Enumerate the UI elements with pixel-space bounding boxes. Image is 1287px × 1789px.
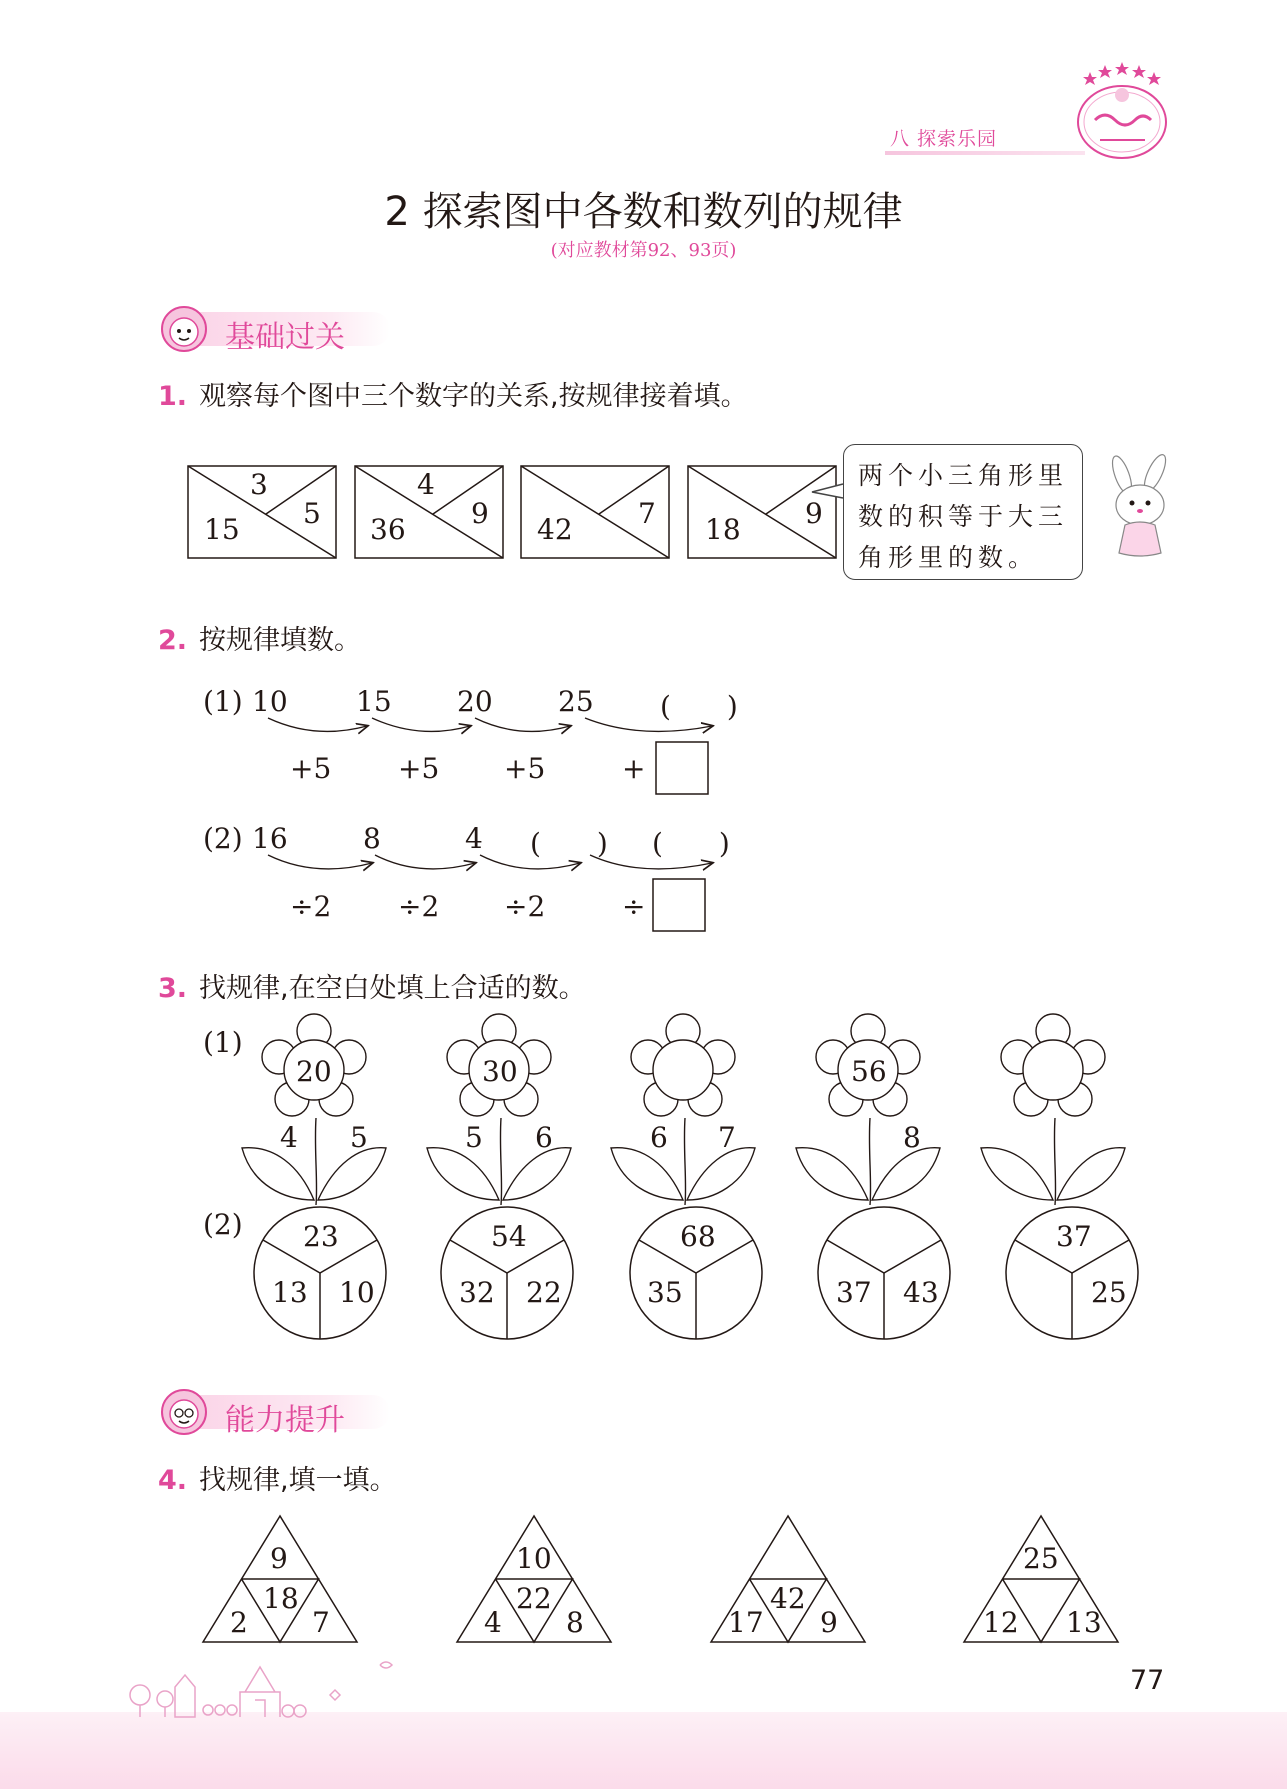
triangle-top-number: 25 <box>1023 1542 1059 1575</box>
circle-left-number: 37 <box>836 1276 872 1309</box>
number-triangle <box>203 1516 357 1642</box>
flower-right-leaf-number: 8 <box>903 1121 921 1154</box>
sequence-term: 10 <box>252 685 288 718</box>
flower-center-number: 56 <box>851 1055 887 1088</box>
page-number: 77 <box>1130 1665 1165 1696</box>
box-left-number: 15 <box>204 513 240 546</box>
triangle-left-number: 4 <box>484 1606 502 1639</box>
part-label: (1) <box>203 1026 243 1059</box>
box-left-number: 36 <box>370 513 406 546</box>
circle-right-number: 10 <box>339 1276 375 1309</box>
question-text: 观察每个图中三个数字的关系,按规律接着填。 <box>199 381 748 412</box>
question-text: 按规律填数。 <box>199 625 362 656</box>
circle-top-number: 23 <box>303 1220 339 1253</box>
flower-center-number: 20 <box>296 1055 332 1088</box>
circle-left-number: 32 <box>459 1276 495 1309</box>
sequence-term: 4 <box>465 822 483 855</box>
sequence-term: 16 <box>252 822 288 855</box>
sequence-term: 20 <box>457 685 493 718</box>
circle-top-number: 37 <box>1056 1220 1092 1253</box>
flower-center-number: 30 <box>482 1055 518 1088</box>
circle-left-number: 35 <box>647 1276 683 1309</box>
sequence-op: ÷2 <box>290 890 332 923</box>
box-right-number: 9 <box>805 497 823 530</box>
sequence-label: (2) <box>203 822 243 855</box>
triangle-top-number: 9 <box>270 1542 288 1575</box>
triangle-right-number: 8 <box>566 1606 584 1639</box>
flower-right-leaf-number: 7 <box>718 1121 736 1154</box>
sequence-op: ÷ <box>622 890 646 923</box>
sequence-label: (1) <box>203 685 243 718</box>
page-title: 2 探索图中各数和数列的规律 <box>384 189 903 235</box>
triangle-left-number: 2 <box>230 1606 248 1639</box>
sequence-op: +5 <box>504 752 546 785</box>
sequence-blank: ( ) <box>660 690 738 723</box>
sequence-blank: ( ) <box>530 827 608 860</box>
sequence-op: ÷2 <box>398 890 440 923</box>
footer-band <box>0 1712 1287 1789</box>
triangle-right-number: 13 <box>1066 1606 1102 1639</box>
town-illustration-icon <box>120 1655 420 1720</box>
box-right-number: 9 <box>471 497 489 530</box>
box-top-number: 3 <box>250 468 268 501</box>
question-text: 找规律,在空白处填上合适的数。 <box>199 973 586 1004</box>
question-text: 找规律,填一填。 <box>199 1465 397 1496</box>
sequence-op: +5 <box>398 752 440 785</box>
question-number: 3. <box>158 973 188 1004</box>
sequence-op: + <box>622 752 646 785</box>
box-left-number: 42 <box>537 513 573 546</box>
triangle-top-number: 10 <box>516 1542 552 1575</box>
flower-right-leaf-number: 6 <box>535 1121 553 1154</box>
circle-left-number: 13 <box>272 1276 308 1309</box>
sequence-term: 8 <box>363 822 381 855</box>
triangle-left-number: 17 <box>728 1606 764 1639</box>
sequence-term: 15 <box>356 685 392 718</box>
question-number: 2. <box>158 625 188 656</box>
triangle-left-number: 12 <box>983 1606 1019 1639</box>
question-number: 1. <box>158 381 188 412</box>
circle-top-number: 68 <box>680 1220 716 1253</box>
flower-left-leaf-number: 6 <box>650 1121 668 1154</box>
box-left-number: 18 <box>705 513 741 546</box>
textbook-reference: (对应教材第92、93页) <box>550 240 737 261</box>
triangle-right-number: 7 <box>312 1606 330 1639</box>
box-top-number: 4 <box>417 468 435 501</box>
triangle-middle-number: 22 <box>516 1582 552 1615</box>
flower-left-leaf-number: 4 <box>280 1121 298 1154</box>
number-triangle <box>457 1516 611 1642</box>
triangle-middle-number: 42 <box>770 1582 806 1615</box>
sequence-blank: ( ) <box>652 827 730 860</box>
section-title-basic: 基础过关 <box>225 320 345 355</box>
flower-right-leaf-number: 5 <box>350 1121 368 1154</box>
triangle-middle-number: 18 <box>263 1582 299 1615</box>
sequence-term: 25 <box>558 685 594 718</box>
chapter-label: 八 探索乐园 <box>890 128 998 150</box>
triangle-right-number: 9 <box>820 1606 838 1639</box>
sequence-op: +5 <box>290 752 332 785</box>
question-number: 4. <box>158 1465 188 1496</box>
box-right-number: 5 <box>303 497 321 530</box>
circle-right-number: 22 <box>526 1276 562 1309</box>
flower-left-leaf-number: 5 <box>465 1121 483 1154</box>
box-right-number: 7 <box>638 497 656 530</box>
circle-right-number: 25 <box>1091 1276 1127 1309</box>
part-label: (2) <box>203 1208 243 1241</box>
circle-right-number: 43 <box>903 1276 939 1309</box>
circle-top-number: 54 <box>491 1220 527 1253</box>
tip-text: 两个小三角形里数的积等于大三角形里的数。 <box>858 461 1069 572</box>
section-title-advanced: 能力提升 <box>225 1403 345 1438</box>
sequence-op: ÷2 <box>504 890 546 923</box>
